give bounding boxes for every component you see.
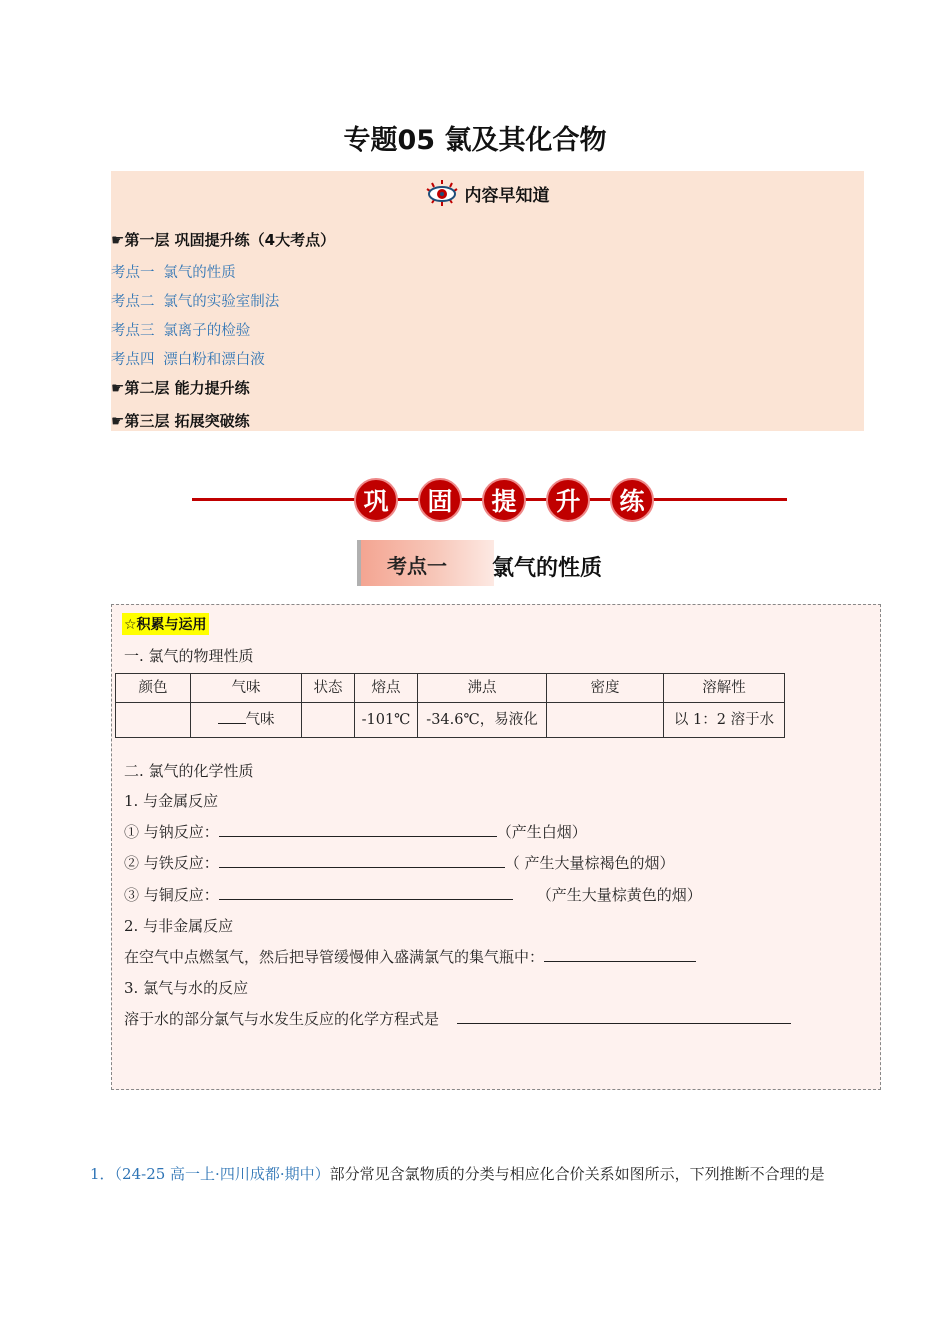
table-header: 溶解性 <box>664 674 785 703</box>
toc-heading <box>111 179 864 207</box>
reaction-sodium <box>124 821 587 842</box>
answer-blank[interactable] <box>457 1009 791 1024</box>
section-tag-label: 考点一 <box>387 554 447 578</box>
heading-physical: 一. 氯气的物理性质 <box>124 647 254 665</box>
nonmetal-text <box>124 946 696 967</box>
banner-char: 练 <box>610 478 654 522</box>
page-title: 专题05 氯及其化合物 <box>343 125 607 156</box>
pointing-hand-icon: ☛ <box>111 379 125 397</box>
reaction-note: （产生大量棕黄色的烟） <box>536 886 702 904</box>
table-header: 熔点 <box>355 674 418 703</box>
table-cell: 以 1：2 溶于水 <box>664 703 785 738</box>
toc-point-3[interactable]: 考点三 氯离子的检验 <box>111 323 251 339</box>
toc-layer3-label: 第三层 拓展突破练 <box>124 412 250 430</box>
reaction-iron <box>124 852 675 873</box>
box-tag: ☆积累与运用 <box>122 613 209 635</box>
toc-layer2[interactable] <box>111 377 250 398</box>
knowledge-box <box>111 604 881 1090</box>
answer-blank[interactable] <box>219 853 505 868</box>
toc-layer2-label: 第二层 能力提升练 <box>124 379 250 397</box>
table-header: 沸点 <box>418 674 547 703</box>
eye-icon <box>425 179 459 207</box>
banner-char: 固 <box>418 478 462 522</box>
table-cell <box>547 703 664 738</box>
question-text: 部分常见含氯物质的分类与相应化合价关系如图所示，下列推断不合理的是 <box>329 1165 825 1183</box>
answer-blank[interactable] <box>219 822 497 837</box>
cell-text: 气味 <box>245 712 275 728</box>
properties-table <box>115 673 785 738</box>
table-header: 状态 <box>302 674 355 703</box>
table-cell <box>302 703 355 738</box>
question-source: （24-25 高一上·四川成都·期中） <box>114 1165 330 1183</box>
toc-layer1-label: 第一层 巩固提升练（4大考点） <box>124 231 336 249</box>
nonmetal-prompt: 在空气中点燃氢气，然后把导管缓慢伸入盛满氯气的集气瓶中： <box>124 948 545 966</box>
table-header: 气味 <box>191 674 302 703</box>
section-tag <box>357 540 494 586</box>
table-cell <box>116 703 191 738</box>
reaction-label: ③ 与铜反应： <box>124 886 219 904</box>
pointing-hand-icon: ☛ <box>111 231 125 249</box>
toc-layer3[interactable] <box>111 410 250 431</box>
table-header: 密度 <box>547 674 664 703</box>
water-prompt: 溶于水的部分氯气与水发生反应的化学方程式是 <box>124 1010 440 1028</box>
heading-chemical: 二. 氯气的化学性质 <box>124 762 254 780</box>
toc-point-2[interactable]: 考点二 氯气的实验室制法 <box>111 294 280 310</box>
answer-blank[interactable] <box>219 885 513 900</box>
table-cell: -101℃ <box>355 703 418 738</box>
subheading-metal: 1. 与金属反应 <box>124 792 219 810</box>
reaction-copper <box>124 884 702 905</box>
reaction-note: （ 产生大量棕褐色的烟） <box>504 854 675 872</box>
toc-point-4[interactable]: 考点四 漂白粉和漂白液 <box>111 352 265 368</box>
toc-panel <box>111 171 864 431</box>
fill-blank[interactable] <box>218 709 246 724</box>
pointing-hand-icon: ☛ <box>111 412 125 430</box>
reaction-label: ① 与钠反应： <box>124 823 219 841</box>
answer-blank[interactable] <box>544 947 696 962</box>
banner-char: 巩 <box>354 478 398 522</box>
table-cell <box>191 703 302 738</box>
subheading-water: 3. 氯气与水的反应 <box>124 979 249 997</box>
table-cell: -34.6℃，易液化 <box>418 703 547 738</box>
water-text <box>124 1008 791 1029</box>
question-1 <box>90 1160 860 1188</box>
section-title: 氯气的性质 <box>492 556 603 581</box>
toc-layer1[interactable] <box>111 229 335 250</box>
table-header: 颜色 <box>116 674 191 703</box>
toc-heading-label: 内容早知道 <box>464 185 550 206</box>
banner-char: 提 <box>482 478 526 522</box>
section-banner <box>192 478 787 522</box>
reaction-label: ② 与铁反应： <box>124 854 219 872</box>
subheading-nonmetal: 2. 与非金属反应 <box>124 917 234 935</box>
toc-point-1[interactable]: 考点一 氯气的性质 <box>111 265 236 281</box>
question-number: 1． <box>90 1165 115 1183</box>
reaction-note: （产生白烟） <box>496 823 587 841</box>
banner-char: 升 <box>546 478 590 522</box>
